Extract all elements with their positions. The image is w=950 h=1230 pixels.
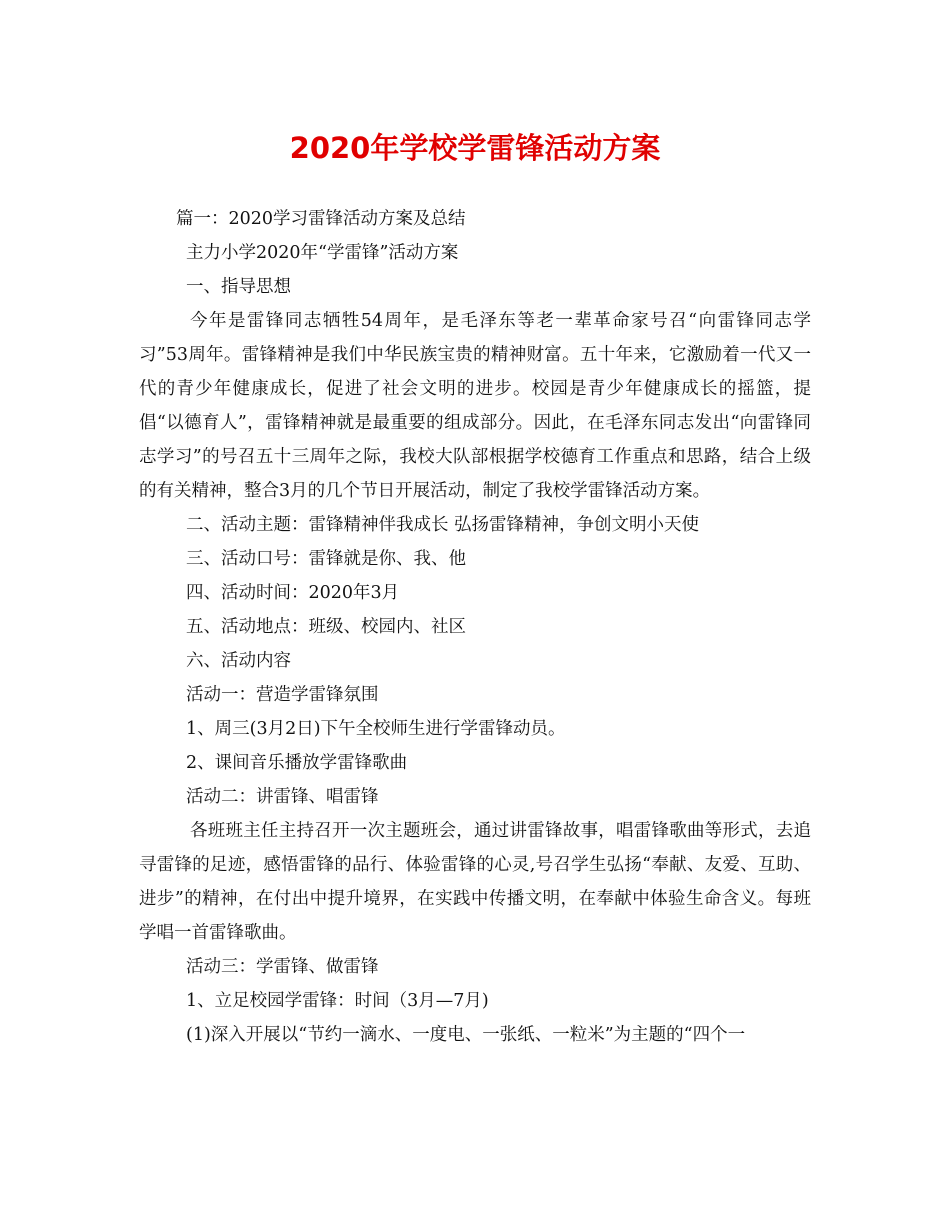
activity-one-item-1: 1、周三(3月2日)下午全校师生进行学雷锋动员。 [186, 719, 566, 739]
document-title: 2020年学校学雷锋活动方案 [289, 131, 661, 165]
heading-activity-slogan: 三、活动口号：雷锋就是你、我、他 [186, 549, 466, 569]
activity-one-item-2: 2、课间音乐播放学雷锋歌曲 [186, 753, 408, 773]
heading-activity-time: 四、活动时间：2020年3月 [186, 583, 400, 603]
heading-activity-location: 五、活动地点：班级、校园内、社区 [186, 617, 466, 637]
activity-three-item-1: 1、立足校园学雷锋：时间（3月—7月) [186, 991, 489, 1011]
heading-activity-content: 六、活动内容 [186, 651, 291, 671]
heading-guiding-thought: 一、指导思想 [186, 277, 291, 297]
plan-subtitle: 主力小学2020年“学雷锋”活动方案 [186, 243, 459, 263]
activity-three-heading: 活动三：学雷锋、做雷锋 [186, 957, 379, 977]
paragraph-guiding-thought: 今年是雷锋同志牺牲54周年，是毛泽东等老一辈革命家号召“向雷锋同志学习”53周年。雷锋精神是我们中华民族宝贵的精神财富。五十年来，它激励着一代又一代的青少年健康成长，促进了社会文明的进步。校园是青少年健康成长的摇篮，提倡“以德育人”，雷锋精神就是最重要的组成部分。因此，在毛泽东同志发出“向雷锋同志学习”的号召五十三周年之际，我校大队部根据学校德育工作重点和思路，结合上级的有关精神，整合3月的几个节日开展活动，制定了我校学雷锋活动方案。 [139, 311, 811, 501]
document-body [139, 202, 811, 1052]
heading-activity-theme: 二、活动主题：雷锋精神伴我成长 弘扬雷锋精神，争创文明小天使 [186, 515, 700, 535]
section-heading: 篇一：2020学习雷锋活动方案及总结 [176, 209, 466, 229]
activity-three-subitem-1: (1)深入开展以“节约一滴水、一度电、一张纸、一粒米”为主题的“四个一 [186, 1025, 746, 1045]
activity-two-heading: 活动二：讲雷锋、唱雷锋 [186, 787, 379, 807]
activity-one-heading: 活动一：营造学雷锋氛围 [186, 685, 379, 705]
paragraph-activity-two: 各班班主任主持召开一次主题班会，通过讲雷锋故事，唱雷锋歌曲等形式，去追寻雷锋的足迹，感悟雷锋的品行、体验雷锋的心灵,号召学生弘扬“奉献、友爱、互助、进步”的精神，在付出中提升境界，在实践中传播文明，在奉献中体验生命含义。每班学唱一首雷锋歌曲。 [139, 821, 811, 943]
